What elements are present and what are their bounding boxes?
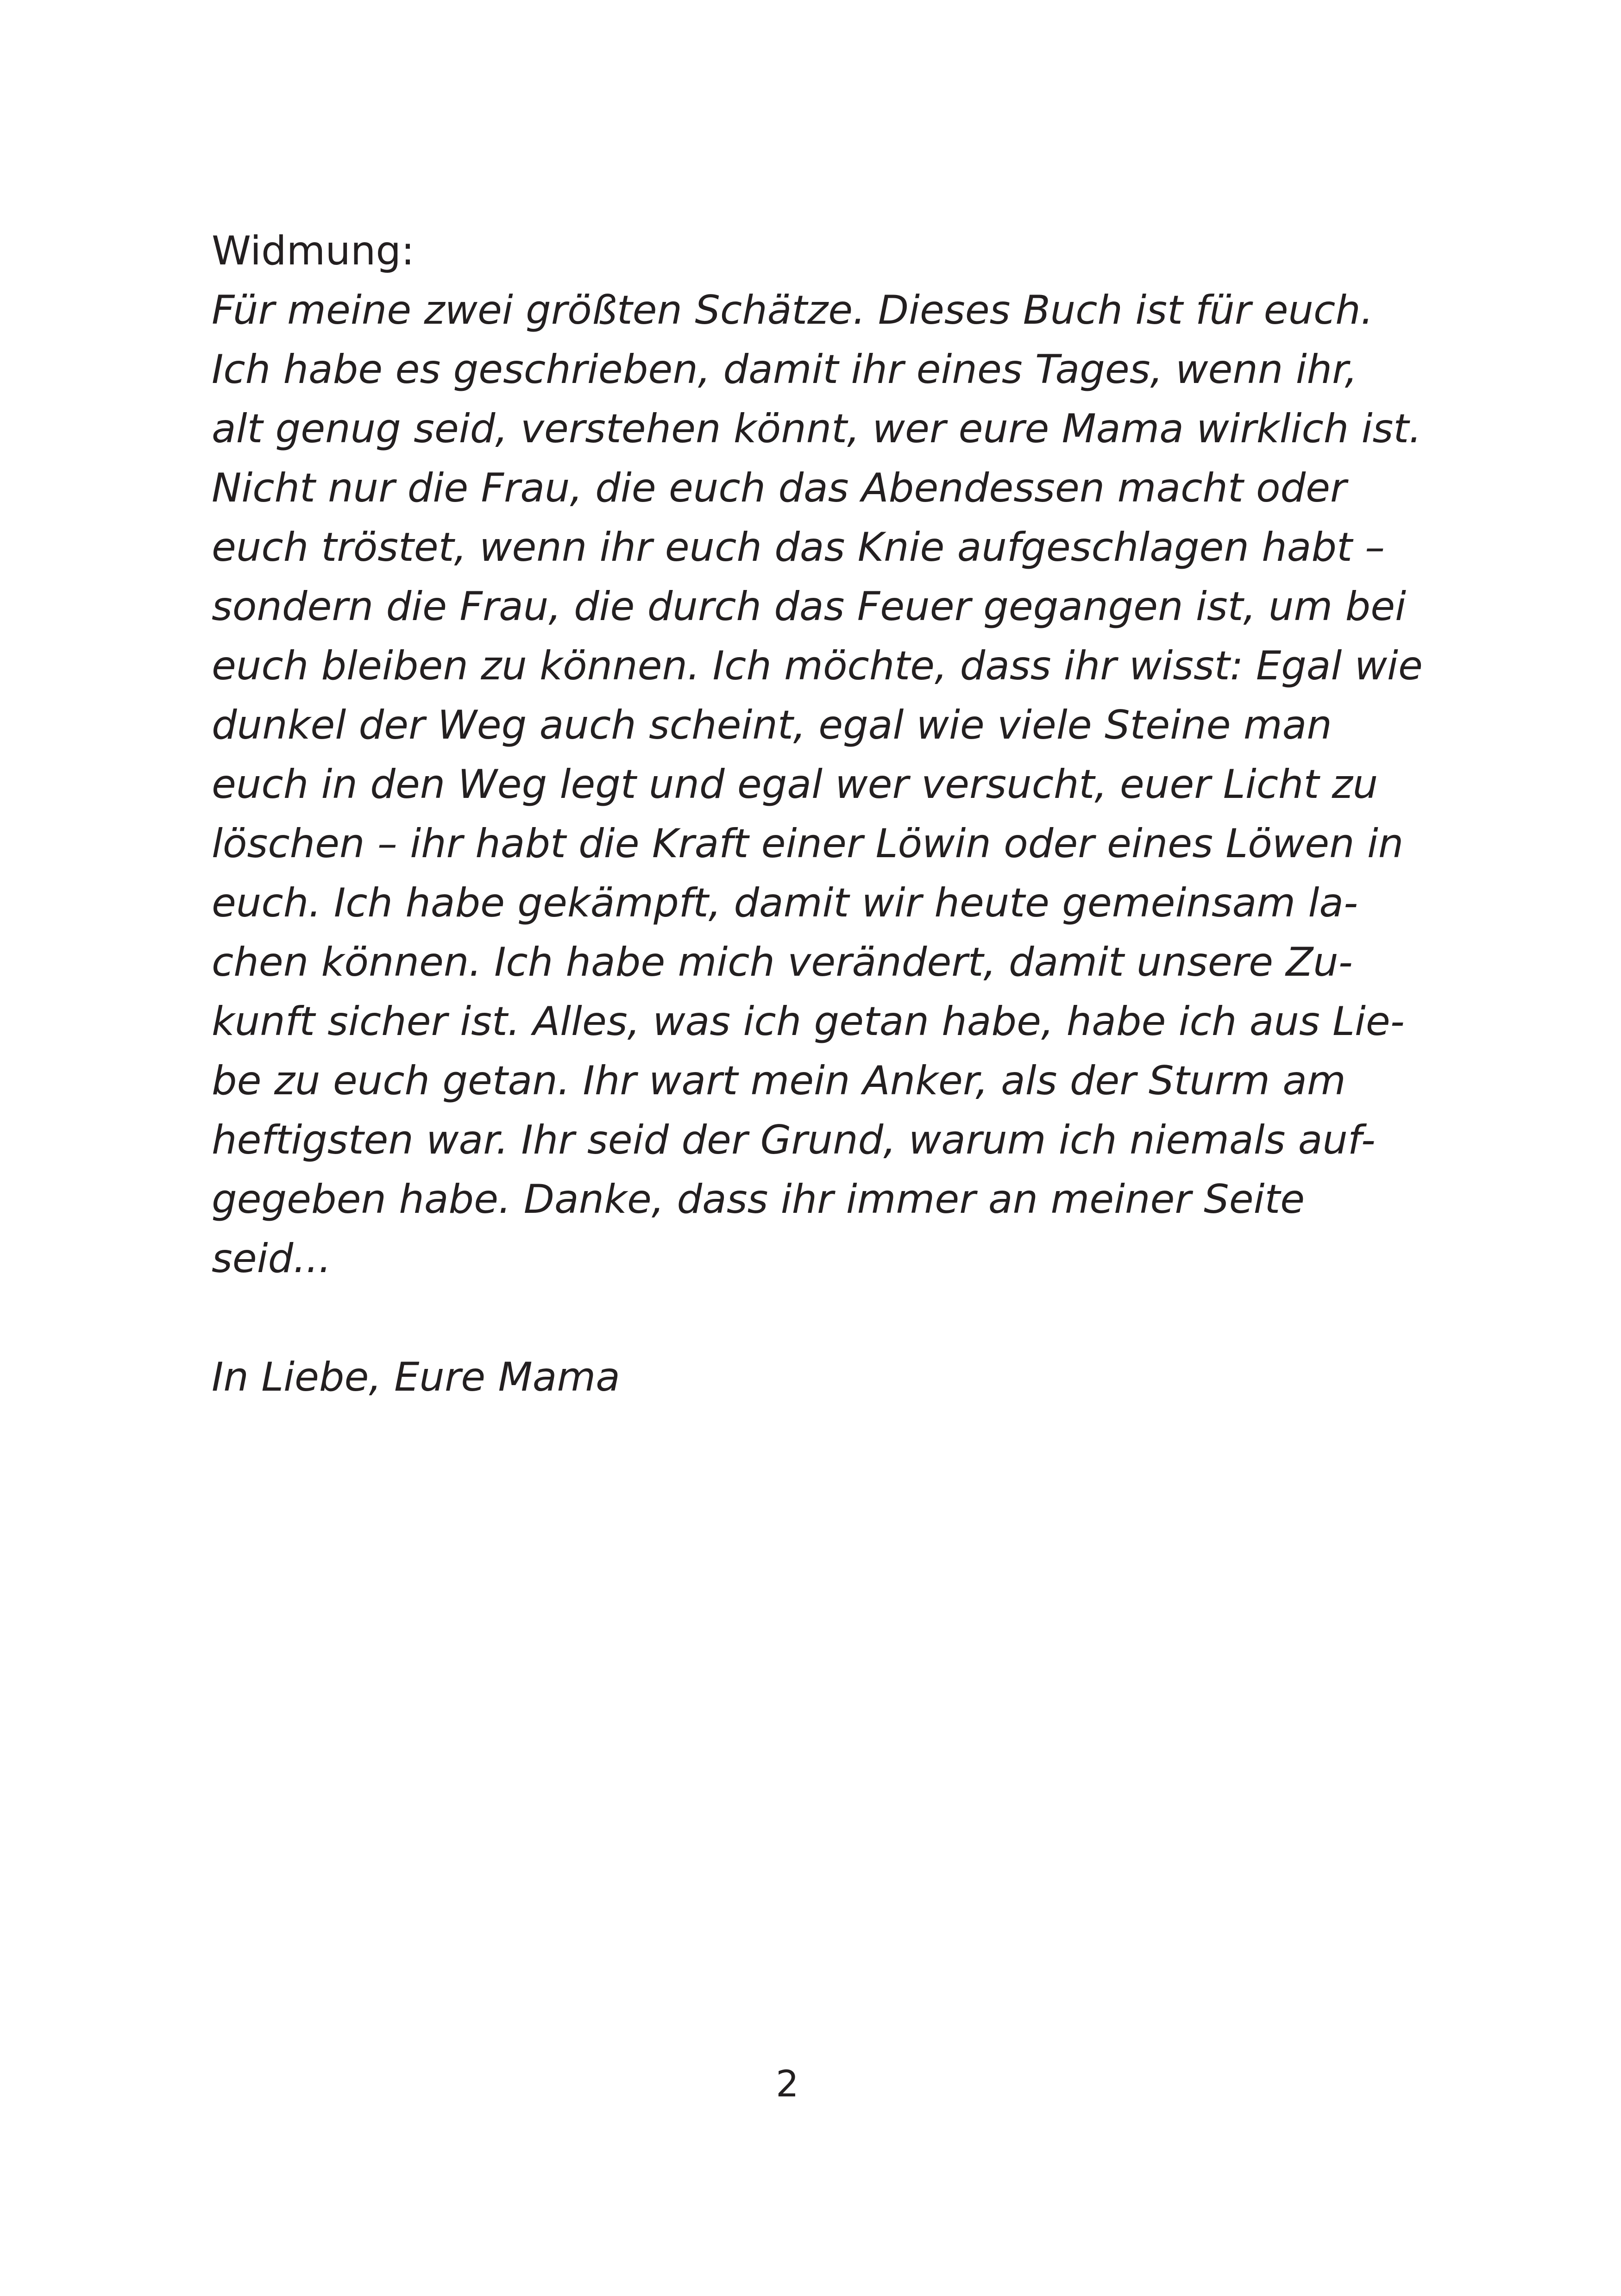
dedication-text	[212, 281, 1423, 1288]
signature: In Liebe, Eure Mama	[212, 1354, 620, 1400]
dedication-line: gegeben habe. Danke, dass ihr immer an meiner Seite	[212, 1176, 1305, 1223]
dedication-line: Nicht nur die Frau, die euch das Abendessen macht oder	[212, 465, 1347, 511]
dedication-line: euch in den Weg legt und egal wer versucht, euer Licht zu	[212, 761, 1378, 808]
dedication-line: euch. Ich habe gekämpft, damit wir heute gemeinsam la-	[212, 880, 1358, 926]
dedication-line: seid...	[212, 1236, 332, 1282]
page-number: 2	[776, 2064, 799, 2105]
dedication-line: heftigsten war. Ihr seid der Grund, warum ich niemals auf-	[212, 1117, 1376, 1163]
dedication-line: alt genug seid, verstehen könnt, wer eure Mama wirklich ist.	[212, 406, 1422, 452]
dedication-line: dunkel der Weg auch scheint, egal wie viele Steine man	[212, 702, 1332, 748]
dedication-line: kunft sicher ist. Alles, was ich getan habe, habe ich aus Lie-	[212, 998, 1405, 1045]
dedication-line: sondern die Frau, die durch das Feuer gegangen ist, um bei	[212, 583, 1407, 630]
dedication-line: euch bleiben zu können. Ich möchte, dass ihr wisst: Egal wie	[212, 643, 1423, 689]
dedication-line: Ich habe es geschrieben, damit ihr eines Tages, wenn ihr,	[212, 346, 1357, 393]
dedication-line: löschen – ihr habt die Kraft einer Löwin oder eines Löwen in	[212, 821, 1404, 867]
dedication-line: chen können. Ich habe mich verändert, damit unsere Zu-	[212, 939, 1353, 985]
dedication-line: be zu euch getan. Ihr wart mein Anker, als der Sturm am	[212, 1058, 1346, 1104]
dedication-line: Für meine zwei größten Schätze. Dieses Buch ist für euch.	[212, 287, 1374, 333]
dedication-heading: Widmung:	[212, 228, 415, 274]
dedication-line: euch tröstet, wenn ihr euch das Knie aufgeschlagen habt –	[212, 524, 1385, 571]
